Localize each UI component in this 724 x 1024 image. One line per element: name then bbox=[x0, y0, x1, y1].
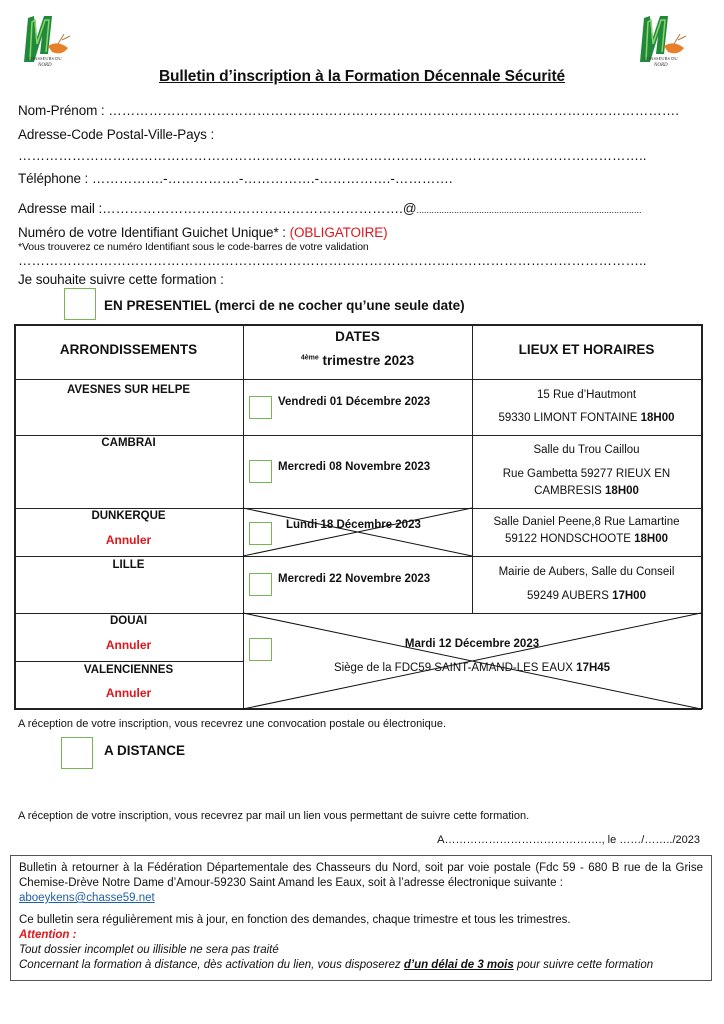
contact-email-link[interactable]: aboeykens@chasse59.net bbox=[19, 892, 155, 904]
session-time: 17H45 bbox=[576, 662, 611, 674]
session-place-line1: Mairie de Aubers, Salle du Conseil bbox=[498, 566, 675, 578]
svg-text:CHASSEURS DU: CHASSEURS DU bbox=[28, 56, 62, 61]
warning-incomplete: Tout dossier incomplet ou illisible ne sera pas traité bbox=[19, 944, 279, 956]
presentiel-label: EN PRESENTIEL (merci de ne cocher qu’une seule date) bbox=[104, 298, 465, 313]
table-border-top bbox=[14, 324, 702, 326]
cancelled-badge: Annuler bbox=[105, 638, 152, 652]
email-label: Adresse mail : bbox=[18, 201, 103, 216]
cancel-cross-icon bbox=[243, 508, 472, 556]
session-place-city: 59330 LIMONT FONTAINE bbox=[498, 412, 638, 424]
header-trimestre-ordinal: 4ème bbox=[300, 354, 319, 362]
session-date: Lundi 18 Décembre 2023 bbox=[286, 519, 421, 531]
phone-input-dots[interactable]: …………….-…………….-…………….-…………….-…………. bbox=[91, 171, 453, 186]
phone-label: Téléphone : bbox=[18, 171, 89, 186]
session-place-city: 59249 AUBERS bbox=[527, 590, 609, 602]
session-place-line2 bbox=[472, 590, 701, 602]
table-row-divider bbox=[14, 435, 702, 436]
address-label: Adresse-Code Postal-Ville-Pays : bbox=[18, 127, 215, 142]
session-date: Vendredi 01 Décembre 2023 bbox=[278, 396, 431, 408]
session-date: Mercredi 22 Novembre 2023 bbox=[278, 573, 431, 585]
cancelled-badge: Annuler bbox=[105, 686, 152, 700]
presentiel-checkbox[interactable] bbox=[64, 288, 96, 320]
email-field[interactable] bbox=[18, 201, 642, 216]
session-time: 18H00 bbox=[640, 412, 675, 424]
logo-right bbox=[634, 10, 696, 68]
warning-distance-delay: d’un délai de 3 mois bbox=[403, 959, 514, 971]
presentiel-note: A réception de votre inscription, vous recevrez une convocation postale ou électronique. bbox=[18, 718, 447, 730]
svg-text:CHASSEURS DU: CHASSEURS DU bbox=[644, 56, 678, 61]
header-arrondissements: ARRONDISSEMENTS bbox=[59, 342, 198, 357]
email-input-dots-left[interactable]: …………………………………………………………. bbox=[102, 201, 403, 216]
date-checkbox-avesnes[interactable] bbox=[249, 396, 272, 419]
session-place-line3 bbox=[472, 485, 701, 497]
guichet-input-dots[interactable]: ………………………………………………………………………………………………………………………….. bbox=[18, 253, 647, 268]
arrondissement-name: AVESNES SUR HELPE bbox=[66, 384, 191, 396]
date-checkbox-cambrai[interactable] bbox=[249, 460, 272, 483]
arrondissement-name: DOUAI bbox=[109, 615, 148, 627]
page-title: Bulletin d’inscription à la Formation Décennale Sécurité bbox=[158, 68, 566, 85]
guichet-note: *Vous trouverez ce numéro Identifiant sous le code-barres de votre validation bbox=[18, 241, 369, 253]
phone-field[interactable] bbox=[18, 171, 453, 186]
name-field[interactable] bbox=[18, 103, 679, 118]
chasseurs-du-nord-logo-icon bbox=[634, 10, 696, 68]
arrondissement-name: DUNKERQUE bbox=[91, 510, 166, 522]
session-place-city: 59122 HONDSCHOOTE bbox=[505, 533, 631, 545]
logo-left bbox=[18, 10, 80, 68]
table-row-divider bbox=[14, 556, 702, 557]
session-date: Mercredi 08 Novembre 2023 bbox=[278, 461, 431, 473]
table-row-divider bbox=[14, 379, 702, 380]
session-place-line1: Salle du Trou Caillou bbox=[533, 444, 640, 456]
svg-text:NORD: NORD bbox=[654, 63, 668, 68]
session-place-line1: 15 Rue d’Hautmont bbox=[536, 389, 637, 401]
date-checkbox-lille[interactable] bbox=[249, 573, 272, 596]
chasseurs-du-nord-logo-icon bbox=[18, 10, 80, 68]
header-dates: DATES bbox=[335, 329, 380, 344]
name-input-dots[interactable]: ………………………………………………………………………………………………………………. bbox=[108, 103, 679, 118]
session-place-city: CAMBRESIS bbox=[534, 485, 602, 497]
session-place-line2: Rue Gambetta 59277 RIEUX EN bbox=[502, 468, 671, 480]
svg-text:NORD: NORD bbox=[38, 63, 52, 68]
distance-checkbox[interactable] bbox=[61, 737, 93, 769]
session-time: 17H00 bbox=[612, 590, 646, 602]
session-time: 18H00 bbox=[605, 485, 639, 497]
table-border-right bbox=[701, 324, 703, 709]
header-lieux: LIEUX ET HORAIRES bbox=[518, 342, 655, 357]
session-place-line2 bbox=[472, 412, 701, 424]
table-row-divider bbox=[14, 661, 243, 662]
distance-label: A DISTANCE bbox=[104, 743, 185, 758]
guichet-required-badge: (OBLIGATOIRE) bbox=[289, 225, 388, 240]
cancel-cross-icon bbox=[243, 613, 701, 709]
warning-distance-post: pour suivre cette formation bbox=[513, 959, 654, 971]
attention-colon: : bbox=[69, 929, 77, 941]
guichet-label: Numéro de votre Identifiant Guichet Unique* : bbox=[18, 225, 286, 240]
guichet-field bbox=[18, 225, 388, 240]
arrondissement-name: VALENCIENNES bbox=[83, 664, 174, 676]
session-time: 18H00 bbox=[634, 533, 668, 545]
name-label: Nom-Prénom : bbox=[18, 103, 105, 118]
header-trimestre bbox=[243, 353, 472, 368]
arrondissement-name: CAMBRAI bbox=[101, 437, 156, 449]
choice-intro: Je souhaite suivre cette formation : bbox=[18, 272, 224, 287]
header-trimestre-text: trimestre 2023 bbox=[322, 353, 415, 368]
signature-line[interactable]: A……………………………………., le ……/……../2023 bbox=[437, 834, 700, 846]
update-notice: Ce bulletin sera régulièrement mis à jour, en fonction des demandes, chaque trimestre et tous les trimestres. bbox=[19, 914, 571, 926]
address-input-dots[interactable]: ………………………………………………………………………………………………………………………….. bbox=[18, 148, 647, 163]
cancelled-badge: Annuler bbox=[105, 533, 152, 547]
session-place-line2 bbox=[472, 533, 701, 545]
warning-distance-pre: Concernant la formation à distance, dès activation du lien, vous disposerez bbox=[19, 959, 404, 971]
warning-distance bbox=[19, 958, 703, 973]
session-date: Mardi 12 Décembre 2023 bbox=[404, 638, 540, 650]
session-place-line1: Salle Daniel Peene,8 Rue Lamartine bbox=[493, 516, 680, 528]
session-place-city: Siège de la FDC59 SAINT-AMAND-LES EAUX bbox=[333, 662, 573, 674]
return-instructions: Bulletin à retourner à la Fédération Départementale des Chasseurs du Nord, soit par voie postale (Fdc 59 - 680 B rue de la Grise Chemise-Drève Notre Dame d’Amour-59230 Saint Amand les Eaux, soit à l’adresse électronique suivante : bbox=[19, 862, 703, 889]
email-at-sign: @ bbox=[402, 201, 417, 216]
attention-label: Attention bbox=[19, 929, 70, 941]
instructions-box bbox=[10, 855, 712, 981]
distance-note: A réception de votre inscription, vous recevrez par mail un lien vous permettant de suivre cette formation. bbox=[18, 810, 530, 822]
attention-heading bbox=[19, 928, 703, 943]
email-input-dots-right[interactable]: .......................................................................................... bbox=[416, 205, 642, 215]
arrondissement-name: LILLE bbox=[112, 559, 145, 571]
